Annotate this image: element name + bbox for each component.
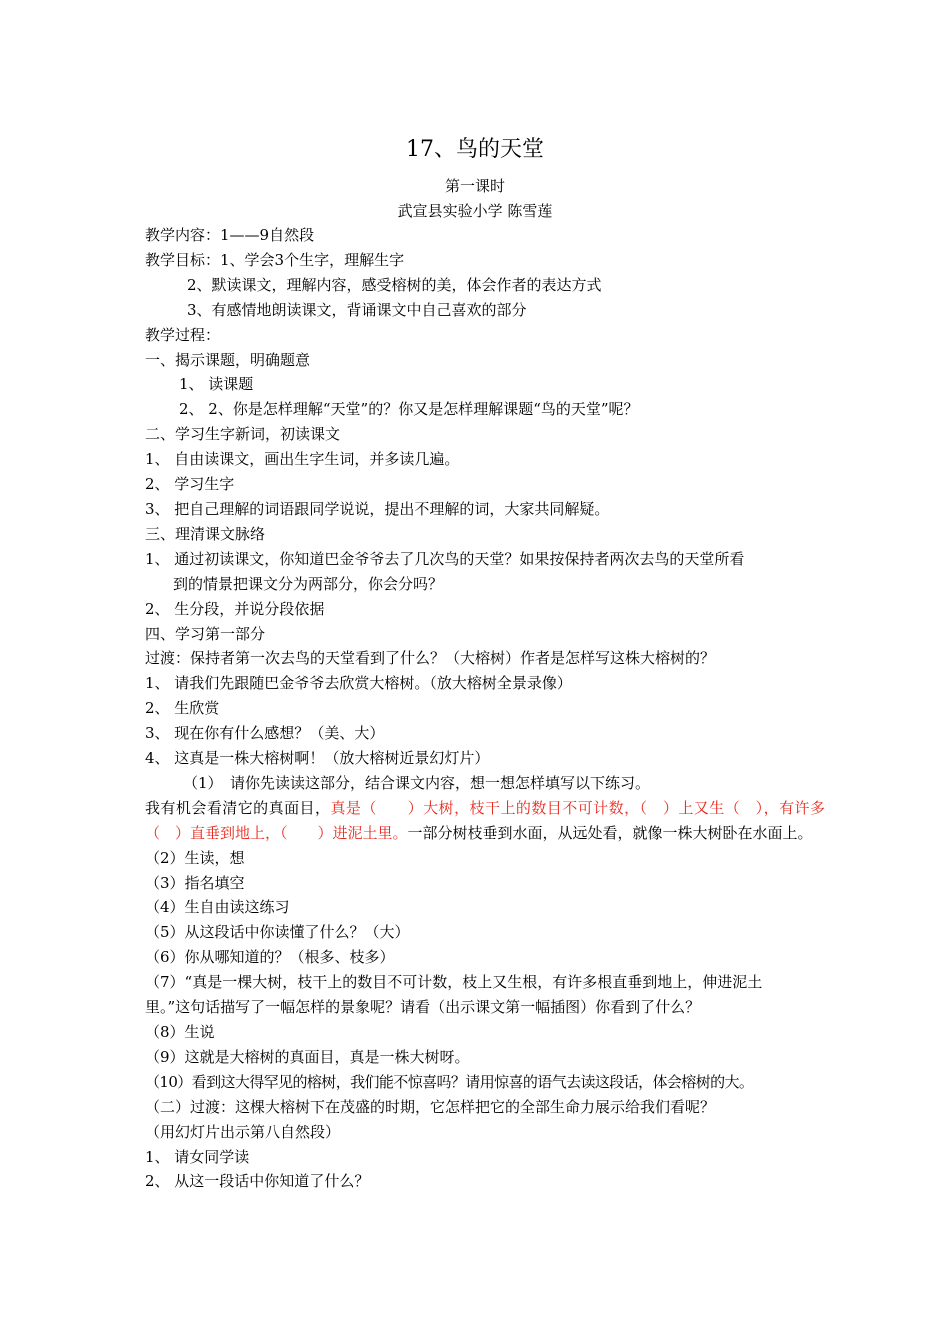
exercise-blanks: 真是（ ）大树，枝干上的数目不可计数，（ ）上又生（ ），有许多（ ）直垂到地上，（ ）进泥土里。 xyxy=(145,798,825,842)
sub-item: （1） 请你先读读这部分，结合课文内容，想一想怎样填写以下练习。 xyxy=(183,773,651,792)
list-item: 2、 从这一段话中你知道了什么？ xyxy=(145,1172,370,1191)
text-line: 2、默读课文，理解内容，感受榕树的美，体会作者的表达方式 xyxy=(187,275,602,294)
text-line: 教学内容：1——9自然段 xyxy=(145,226,315,244)
list-item: 1、 通过初读课文，你知道巴金爷爷去了几次鸟的天堂？如果按保持者两次去鸟的天堂所看 xyxy=(145,549,745,568)
list-item: 1、 请女同学读 xyxy=(145,1147,250,1166)
sub-item: （9）这就是大榕树的真面目，真是一株大树呀。 xyxy=(145,1047,470,1066)
list-item: 3、 把自己理解的词语跟同学说说，提出不理解的词，大家共同解疑。 xyxy=(145,499,610,518)
list-item: 1、 请我们先跟随巴金爷爷去欣赏大榕树。（放大榕树全景录像） xyxy=(145,674,572,693)
exercise-tail: 一部分树枝垂到水面，从远处看，就像一株大树卧在水面上。 xyxy=(407,823,813,842)
text-line: 教学目标：1、学会3个生字，理解生字 xyxy=(145,250,405,269)
sub-item-continuation: 里。”这句话描写了一幅怎样的景象呢？请看（出示课文第一幅插图）你看到了什么？ xyxy=(145,998,701,1017)
list-item: 2、 生欣赏 xyxy=(145,699,220,718)
list-item-continuation: 到的情景把课文分为两部分，你会分吗？ xyxy=(173,574,444,593)
text-line: （用幻灯片出示第八自然段） xyxy=(145,1122,341,1141)
exercise-intro: 我有机会看清它的真面目， xyxy=(145,798,331,817)
sub-item: （5）从这段话中你读懂了什么？（大） xyxy=(145,923,410,942)
section-heading: 一、揭示课题，明确题意 xyxy=(145,350,311,369)
sub-item: （7）“真是一棵大树，枝干上的数目不可计数，枝上又生根，有许多根直垂到地上，伸进泥土 xyxy=(145,973,763,992)
sub-item: （8）生说 xyxy=(145,1023,215,1041)
sub-item: （6）你从哪知道的？（根多、枝多） xyxy=(145,948,395,967)
document-title: 17、鸟的天堂 xyxy=(406,137,544,162)
lesson-plan-body xyxy=(145,223,825,1194)
sub-item: （10）看到这大得罕见的榕树，我们能不惊喜吗？请用惊喜的语气去读这段话，体会榕树的大。 xyxy=(145,1072,754,1091)
transition-line: （二）过渡：这棵大榕树下在茂盛的时期，它怎样把它的全部生命力展示给我们看呢？ xyxy=(145,1097,716,1116)
list-item: 2、 学习生字 xyxy=(145,475,235,494)
author-line: 武宣县实验小学 陈雪莲 xyxy=(397,202,553,220)
list-item: 2、 生分段，并说分段依据 xyxy=(145,599,325,618)
sub-item: （4）生自由读这练习 xyxy=(145,898,290,917)
lesson-label: 第一课时 xyxy=(444,177,505,195)
section-heading: 四、学习第一部分 xyxy=(145,624,266,643)
sub-item: （3）指名填空 xyxy=(145,873,245,892)
sub-item: （2）生读，想 xyxy=(145,848,245,867)
transition-line: 过渡：保持者第一次去鸟的天堂看到了什么？（大榕树）作者是怎样写这株大榕树的？ xyxy=(145,649,716,668)
list-item: 4、 这真是一株大榕树啊！（放大榕树近景幻灯片） xyxy=(145,749,490,768)
text-line: 3、有感情地朗读课文，背诵课文中自己喜欢的部分 xyxy=(187,300,527,319)
section-heading: 二、学习生字新词，初读课文 xyxy=(145,425,341,444)
fill-in-exercise xyxy=(145,796,825,846)
text-line: 1、 读课题 xyxy=(179,375,254,394)
list-item: 3、 现在你有什么感想？（美、大） xyxy=(145,724,385,743)
text-line: 教学过程： xyxy=(145,325,221,344)
text-line: 2、 2、你是怎样理解“天堂”的？你又是怎样理解课题“鸟的天堂”呢？ xyxy=(179,400,639,419)
section-heading: 三、理清课文脉络 xyxy=(145,524,266,543)
list-item: 1、 自由读课文，画出生字生词，并多读几遍。 xyxy=(145,450,460,469)
